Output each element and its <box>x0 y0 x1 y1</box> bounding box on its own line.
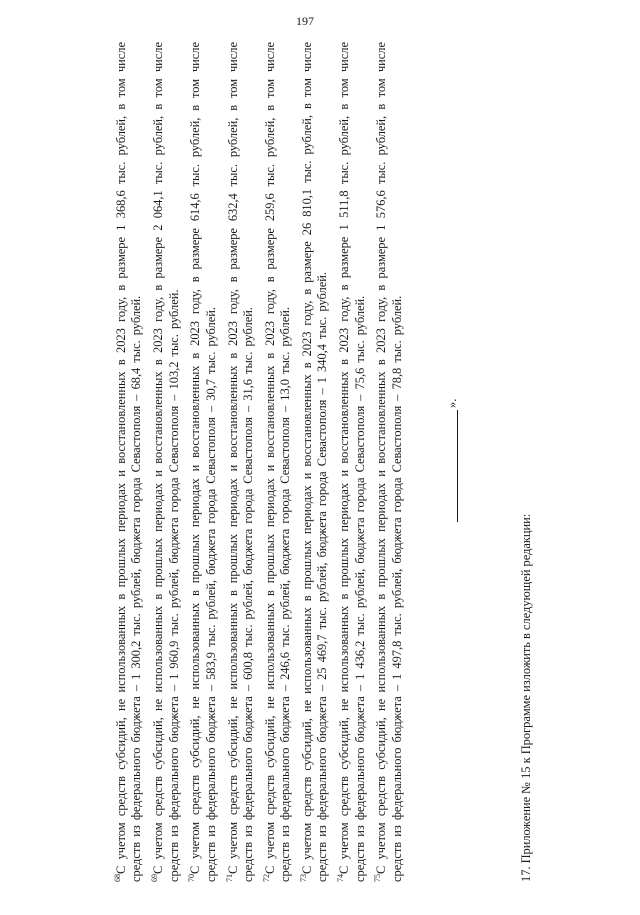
footnote-number: 75 <box>373 874 383 882</box>
rotated-page-body <box>114 42 547 882</box>
footnote-text: С учетом средств субсидий, не использованных в прошлых периодах и восстановленных в 2023 году, в размере 2 064,1 тыс. рублей, в том числе средств из федерального бюджета – 1 960,9 тыс. рублей, бюджета города Севастополя – 103,2 тыс. рублей. <box>151 42 181 882</box>
footnote-text: С учетом средств субсидий, не использованных в прошлых периодах и восстановленных в 2023 году, в размере 26 810,1 тыс. рублей, в том числе средств из федерального бюджета – 25 469,7 тыс. рублей, бюджета города Севастополя – 1 340,4 тыс. рублей. <box>300 42 330 882</box>
footnote-number: 68 <box>112 874 122 882</box>
item-17-paragraph: 17. Приложение № 15 к Программе изложить в следующей редакции: <box>519 513 534 882</box>
footnote <box>337 42 368 882</box>
page-number: 197 <box>296 14 314 28</box>
footnote-number: 70 <box>187 874 197 882</box>
footnote-text: С учетом средств субсидий, не использованных в прошлых периодах и восстановленных в 2023 году, в размере 259,6 тыс. рублей, в том числе средств из федерального бюджета – 246,6 тыс. рублей, бюджета города Севастополя – 13,0 тыс. рублей. <box>262 42 293 882</box>
footnote <box>151 42 182 882</box>
footnote <box>114 42 145 882</box>
footnote-text: С учетом средств субсидий, не использованных в прошлых периодах и восстановленных в 2023 году, в размере 632,4 тыс. рублей, в том числе средств из федерального бюджета – 600,8 тыс. рублей, бюджета города Севастополя – 31,6 тыс. рублей. <box>225 42 256 882</box>
footnote-number: 69 <box>150 874 160 882</box>
footnote-text: С учетом средств субсидий, не использованных в прошлых периодах и восстановленных в 2023 году, в размере 1 368,6 тыс. рублей, в том числе средств из федерального бюджета – 1 300,2 тыс. рублей, бюджета города Севастополя – 68,4 тыс. рублей. <box>114 42 144 882</box>
footnotes-list <box>114 42 405 882</box>
footnote <box>226 42 257 882</box>
closing-block <box>445 42 465 882</box>
footnote <box>188 42 219 882</box>
closing-rule <box>457 410 458 522</box>
footnote-number: 73 <box>298 874 308 882</box>
footnote-number: 72 <box>261 874 271 882</box>
closing-quote: ». <box>445 398 460 408</box>
footnote-number: 71 <box>224 874 234 882</box>
footnote <box>263 42 294 882</box>
footnote-text: С учетом средств субсидий, не использованных в прошлых периодах и восстановленных в 2023 году, в размере 1 576,6 тыс. рублей, в том числе средств из федерального бюджета – 1 497,8 тыс. рублей, бюджета города Севастополя – 78,8 тыс. рублей. <box>374 42 404 882</box>
footnote <box>300 42 331 882</box>
footnote-text: С учетом средств субсидий, не использованных в прошлых периодах и восстановленных в 2023 году, в размере 614,6 тыс. рублей, в том числе средств из федерального бюджета – 583,9 тыс. рублей, бюджета города Севастополя – 30,7 тыс. рублей. <box>188 42 218 882</box>
footnote-number: 74 <box>336 874 346 882</box>
footnote-text: С учетом средств субсидий, не использованных в прошлых периодах и восстановленных в 2023 году, в размере 1 511,8 тыс. рублей, в том числе средств из федерального бюджета – 1 436,2 тыс. рублей, бюджета города Севастополя – 75,6 тыс. рублей. <box>337 42 367 882</box>
footnote <box>374 42 405 882</box>
